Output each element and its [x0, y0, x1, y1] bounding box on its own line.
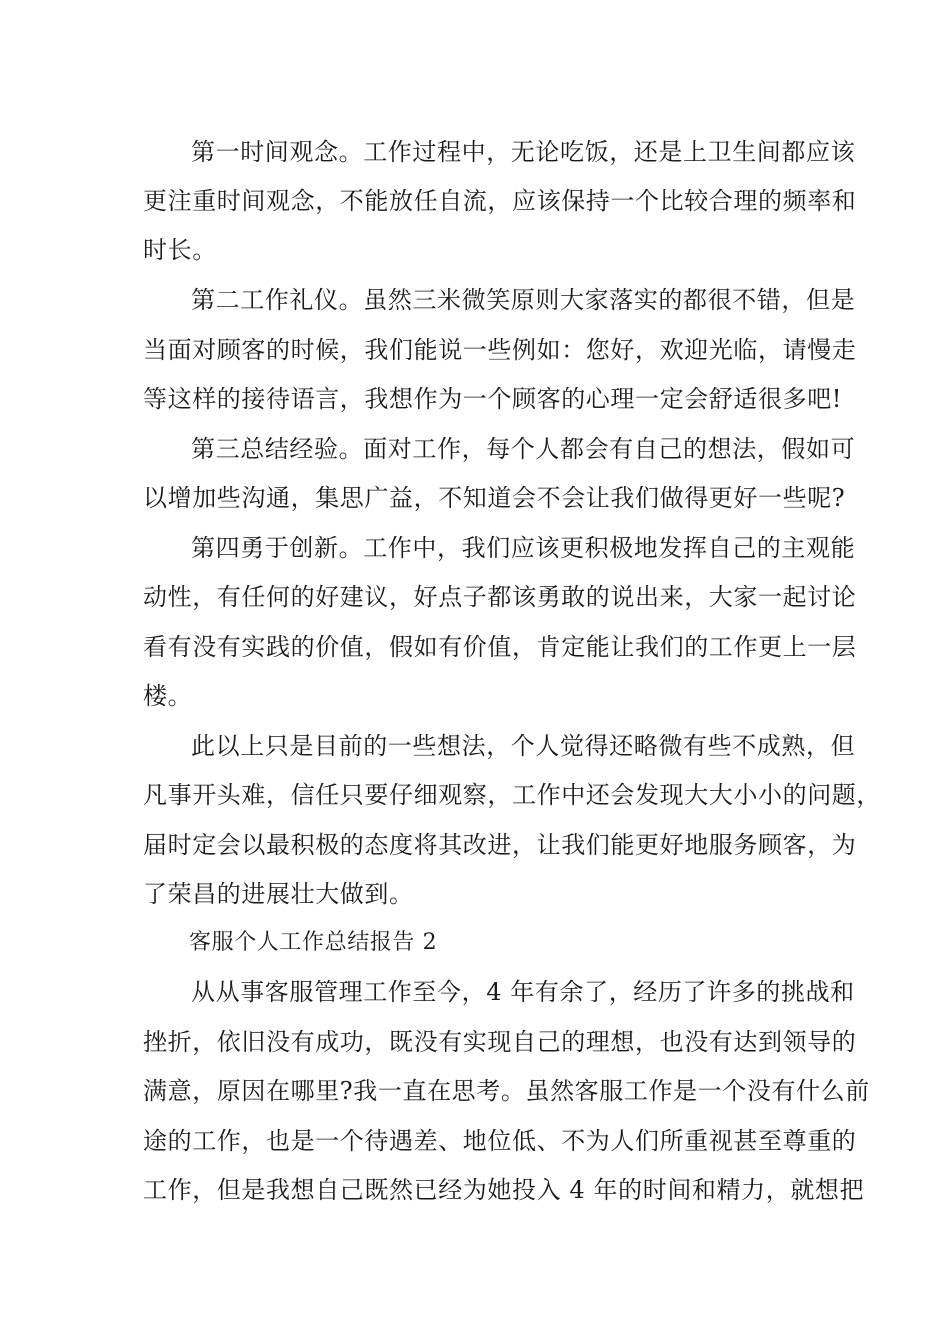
paragraph-line: 以增加些沟通，集思广益，不知道会不会让我们做得更好一些呢?	[143, 484, 846, 512]
paragraph-line: 当面对顾客的时候，我们能说一些例如：您好，欢迎光临，请慢走	[143, 336, 857, 364]
paragraph-line: 第二工作礼仪。虽然三米微笑原则大家落实的都很不错，但是	[191, 286, 856, 314]
paragraph-line: 工作，但是我想自己既然已经为她投入 4 年的时间和精力，就想把	[143, 1176, 865, 1204]
paragraph-line: 动性，有任何的好建议，好点子都该勇敢的说出来，大家一起讨论	[143, 583, 857, 611]
paragraph-line: 挫折，依旧没有成功，既没有实现自己的理想，也没有达到领导的	[143, 1028, 857, 1056]
paragraph-line: 更注重时间观念，不能放任自流，应该保持一个比较合理的频率和	[143, 187, 857, 215]
paragraph-line: 第四勇于创新。工作中，我们应该更积极地发挥自己的主观能	[191, 534, 856, 562]
paragraph-line: 等这样的接待语言，我想作为一个顾客的心理一定会舒适很多吧!	[143, 385, 843, 413]
paragraph-line: 楼。	[143, 682, 193, 710]
paragraph-line: 途的工作，也是一个待遇差、地位低、不为人们所重视甚至尊重的	[143, 1127, 857, 1155]
paragraph-line: 看有没有实践的价值，假如有价值，肯定能让我们的工作更上一层	[143, 633, 857, 661]
paragraph-line: 时长。	[143, 236, 217, 264]
paragraph-line: 从从事客服管理工作至今，4 年有余了，经历了许多的挑战和	[191, 978, 855, 1006]
section-heading: 客服个人工作总结报告 2	[189, 930, 438, 955]
paragraph-line: 第三总结经验。面对工作，每个人都会有自己的想法，假如可	[191, 435, 856, 463]
paragraph-line: 了荣昌的进展壮大做到。	[143, 880, 414, 908]
paragraph-line: 第一时间观念。工作过程中，无论吃饭，还是上卫生间都应该	[191, 138, 856, 166]
paragraph-line: 届时定会以最积极的态度将其改进，让我们能更好地服务顾客，为	[143, 831, 857, 859]
paragraph-line: 此以上只是目前的一些想法，个人觉得还略微有些不成熟，但	[191, 732, 856, 760]
paragraph-line: 凡事开头难，信任只要仔细观察，工作中还会发现大大小小的问题，	[143, 781, 881, 809]
paragraph-line: 满意，原因在哪里?我一直在思考。虽然客服工作是一个没有什么前	[143, 1077, 870, 1105]
